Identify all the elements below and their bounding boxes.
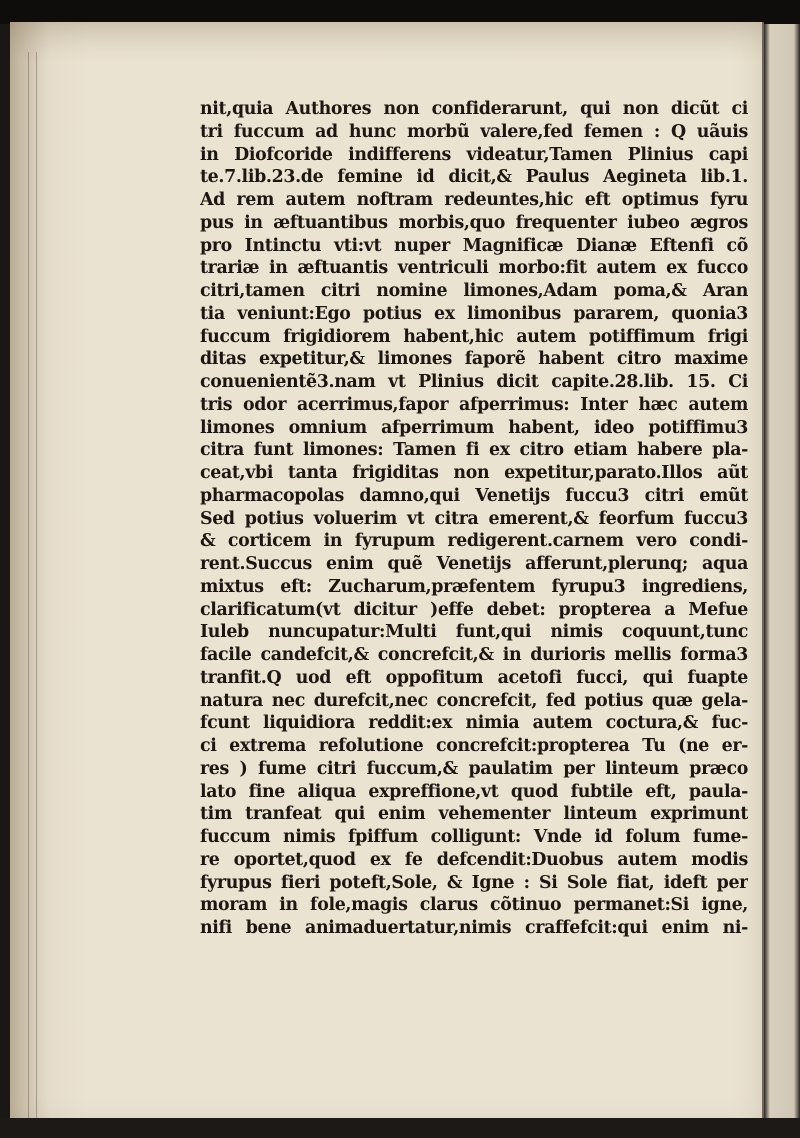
text-line: Ad rem autem noftram redeuntes,hic eft optimus fyru [200,190,748,210]
text-line: pus in æftuantibus morbis,quo frequenter iubeo ægros [200,212,748,233]
text-line: tranfit.Q uod eft oppofitum acetofi fucci, qui fuapte [200,667,748,688]
text-line: te.7.lib.23.de femine id dicit,& Paulus Aegineta lib.1. [200,167,748,188]
text-line: fcunt liquidiora reddit:ex nimia autem coctura,& fuc- [200,713,748,734]
text-line: rent.Succus enim quẽ Venetijs afferunt,plerunq; aqua [200,554,748,574]
body-text [200,98,748,940]
text-line: fuccum frigidiorem habent,hic autem potiffimum frigi [200,326,748,347]
text-line: ci extrema refolutione concrefcit:propterea Tu (ne er- [200,736,748,756]
text-line: moram in fole,magis clarus cõtinuo permanet:Si igne, [200,895,748,916]
text-line: pro Intinctu vti:vt nuper Magnificæ Dianæ Eftenfi cõ [200,235,748,256]
text-line: tris odor acerrimus,fapor afperrimus: Inter hæc autem [200,394,748,415]
text-line: conuenientẽ3.nam vt Plinius dicit capite.28.lib. 15. Ci [200,372,748,392]
text-line: tim tranfeat qui enim vehementer linteum exprimunt [200,804,748,825]
text-line: nifi bene animaduertatur,nimis craffefcit:qui enim ni- [200,918,748,938]
next-page-edge [764,24,800,1138]
text-line: re oportet,quod ex fe defcendit:Duobus autem modis [200,849,748,870]
text-line: in Diofcoride indifferens videatur,Tamen Plinius capi [200,144,748,165]
text-line: tri fuccum ad hunc morbũ valere,fed femen : Q uãuis [200,121,748,142]
text-line: res ) fume citri fuccum,& paulatim per linteum præco [200,758,748,779]
gutter-shadow-line [28,52,29,1122]
text-line: ditas expetitur,& limones faporẽ habent citro maxime [200,349,748,370]
text-line: ceat,vbi tanta frigiditas non expetitur,parato.Illos aũt [200,463,748,483]
text-line: trariæ in æftuantis ventriculi morbo:fit autem ex fucco [200,258,748,279]
text-line: nit,quia Authores non confiderarunt, qui non dicũt ci [200,99,748,119]
text-line: tia veniunt:Ego potius ex limonibus pararem, quonia3 [200,303,748,324]
text-line: limones omnium afperrimum habent, ideo potiffimu3 [200,417,748,438]
text-line: citri,tamen citri nomine limones,Adam poma,& Aran [200,281,748,301]
text-line: clarificatum(vt dicitur )effe debet: propterea a Mefue [200,599,748,620]
text-line: mixtus eft: Zucharum,præfentem fyrupu3 ingrediens, [200,576,748,597]
text-line: natura nec durefcit,nec concrefcit, fed potius quæ gela- [200,690,748,711]
scan-bottom-border [0,1118,800,1138]
text-line: fuccum nimis fpiffum colligunt: Vnde id folum fume- [200,827,748,847]
text-line: & corticem in fyrupum redigerent.carnem vero condi- [200,531,748,552]
text-line: fyrupus fieri poteft,Sole, & Igne : Si Sole fiat, ideft per [200,872,748,893]
text-line: Sed potius voluerim vt citra emerent,& feorfum fuccu3 [200,508,748,529]
text-line: lato fine aliqua expreffione,vt quod fubtile eft, paula- [200,781,748,802]
text-line: citra funt limones: Tamen fi ex citro etiam habere pla- [200,440,748,461]
scan-top-border [0,0,800,24]
text-line: pharmacopolas damno,qui Venetijs fuccu3 citri emũt [200,485,748,506]
gutter-shadow-line [36,52,37,1122]
text-line: Iuleb nuncupatur:Multi funt,qui nimis coquunt,tunc [200,622,748,643]
text-line: facile candefcit,& concrefcit,& in durioris mellis forma3 [200,645,748,665]
